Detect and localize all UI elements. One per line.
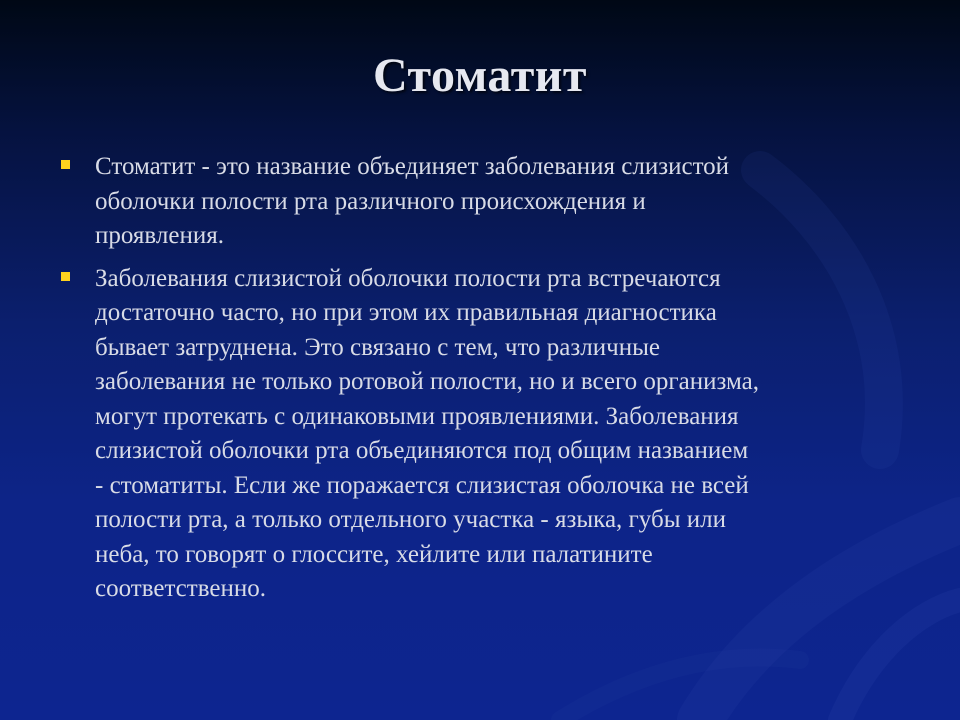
square-bullet-icon <box>61 160 70 169</box>
bullet-line: - стоматиты. Если же поражается слизистая оболочка не всей <box>95 471 749 499</box>
bullet-line: проявления. <box>95 222 224 249</box>
square-bullet-icon <box>61 272 70 281</box>
bullet-line: полости рта, а только отдельного участка - языка, губы или <box>95 506 726 533</box>
bullet-line: достаточно часто, но при этом их правильная диагностика <box>95 299 717 326</box>
bullet-line: бывает затруднена. Это связано с тем, что различные <box>95 333 660 361</box>
bullet-line: слизистой оболочки рта объединяются под общим названием <box>95 437 749 464</box>
slide-title: Стоматит <box>373 49 587 102</box>
bullet-line: Стоматит - это название объединяет заболевания слизистой <box>95 153 730 180</box>
bullet-item <box>60 262 910 607</box>
bullet-list <box>60 150 910 615</box>
bullet-line: соответственно. <box>95 575 266 602</box>
bullet-line: заболевания не только ротовой полости, но и всего организма, <box>95 368 760 395</box>
bullet-line: неба, то говорят о глоссите, хейлите или палатините <box>95 540 653 568</box>
bullet-line: могут протекать с одинаковыми проявлениями. Заболевания <box>95 402 739 430</box>
bullet-line: Заболевания слизистой оболочки полости рта встречаются <box>95 264 721 292</box>
bullet-item <box>60 150 910 254</box>
bullet-line: оболочки полости рта различного происхождения и <box>95 187 646 215</box>
